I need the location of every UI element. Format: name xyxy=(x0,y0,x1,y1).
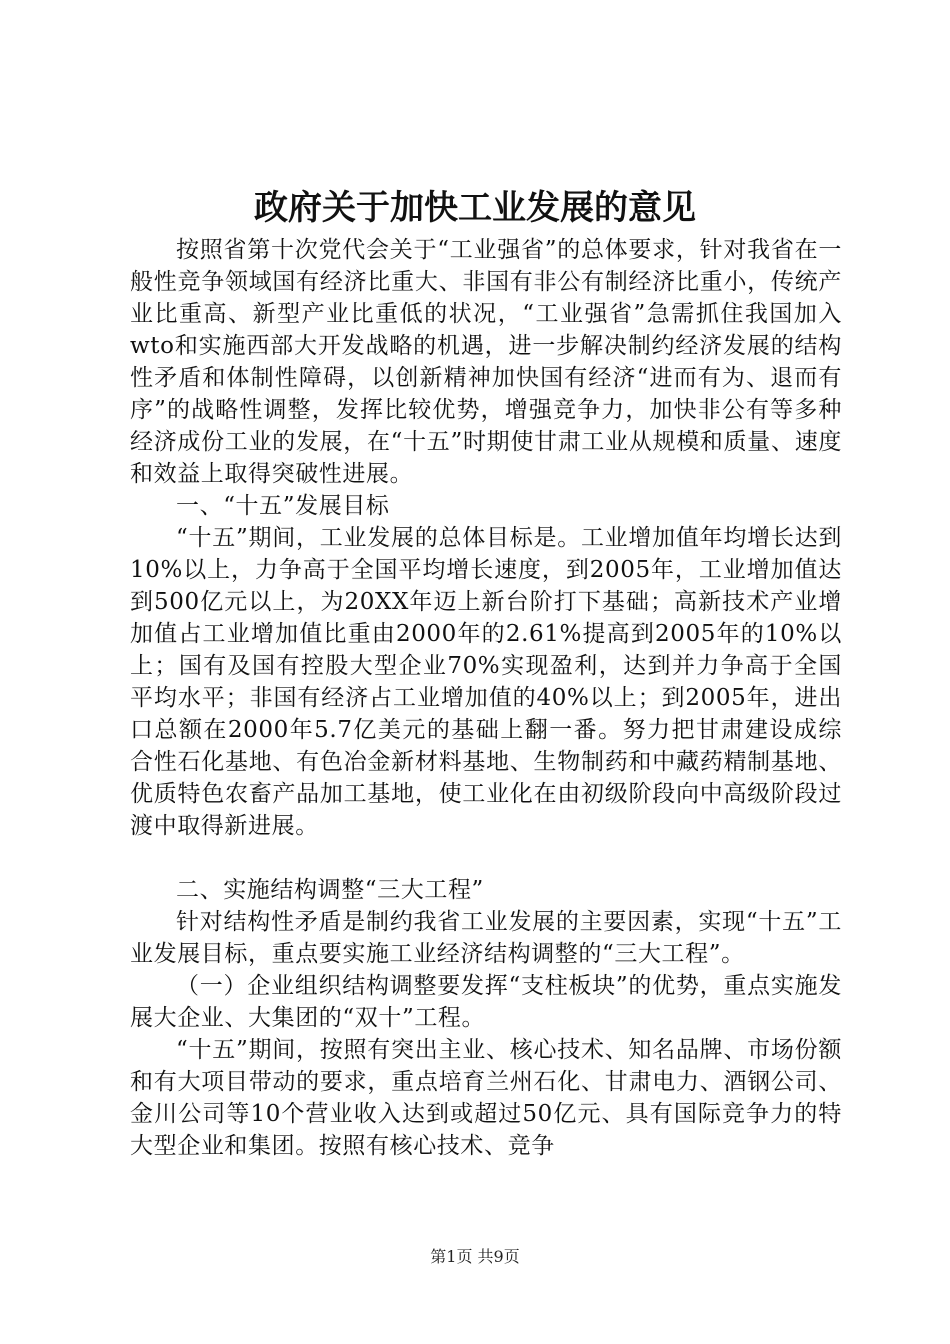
paragraph-structure: 针对结构性矛盾是制约我省工业发展的主要因素，实现“十五”工业发展目标，重点要实施工业经济结构调整的“三大工程”。 xyxy=(130,909,842,967)
section-heading-2: 二、实施结构调整“三大工程” xyxy=(176,877,484,903)
paragraph-enterprises: “十五”期间，按照有突出主业、核心技术、知名品牌、市场份额和有大项目带动的要求，重点培育兰州石化、甘肃电力、酒钢公司、金川公司等10个营业收入达到或超过50亿元、具有国际竞争力的特大型企业和集团。按照有核心技术、竞争 xyxy=(130,1037,842,1159)
paragraph-intro: 按照省第十次党代会关于“工业强省”的总体要求，针对我省在一般性竞争领域国有经济比重大、非国有非公有制经济比重小，传统产业比重高、新型产业比重低的状况，“工业强省”急需抓住我国加入wto和实施西部大开发战略的机遇，进一步解决制约经济发展的结构性矛盾和体制性障碍，以创新精神加快国有经济“进而有为、退而有序”的战略性调整，发挥比较优势，增强竞争力，加快非公有等多种经济成份工业的发展，在“十五”时期使甘肃工业从规模和质量、速度和效益上取得突破性进展。 xyxy=(130,237,842,487)
paragraph-goals: “十五”期间，工业发展的总体目标是。工业增加值年均增长达到10%以上，力争高于全国平均增长速度，到2005年，工业增加值达到500亿元以上，为20XX年迈上新台阶打下基础；高新技术产业增加值占工业增加值比重由2000年的2.61%提高到2005年的10%以上；国有及国有控股大型企业70%实现盈利，达到并力争高于全国平均水平；非国有经济占工业增加值的40%以上；到2005年，进出口总额在2000年5.7亿美元的基础上翻一番。努力把甘肃建设成综合性石化基地、有色冶金新材料基地、生物制药和中藏药精制基地、优质特色农畜产品加工基地，使工业化在由初级阶段向中高级阶段过渡中取得新进展。 xyxy=(130,525,842,839)
page-number: 第1页 共9页 xyxy=(430,1247,520,1266)
document-title: 政府关于加快工业发展的意见 xyxy=(254,188,696,228)
paragraph-subsection-1: （一）企业组织结构调整要发挥“支柱板块”的优势，重点实施发展大企业、大集团的“双十”工程。 xyxy=(130,973,842,1031)
section-heading-1: 一、“十五”发展目标 xyxy=(176,493,390,519)
document-body xyxy=(130,234,842,1162)
